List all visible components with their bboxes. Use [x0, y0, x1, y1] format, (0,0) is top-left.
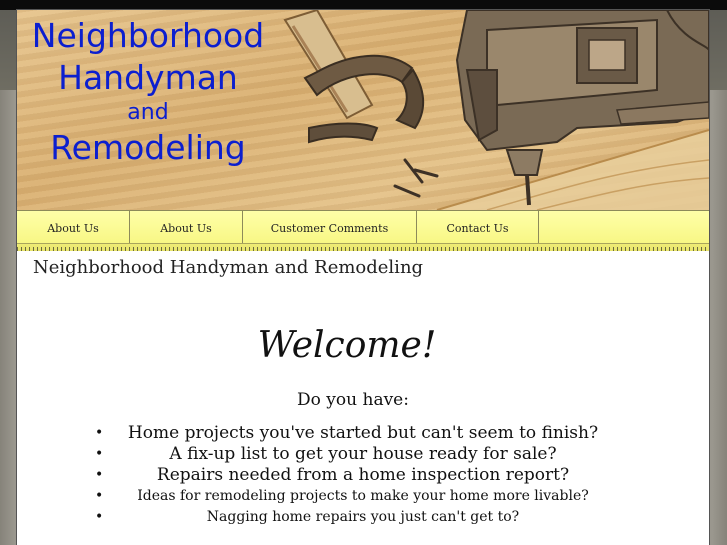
hammer-icon — [285, 10, 423, 142]
services-list — [17, 423, 709, 528]
logo-text-line2: Handyman — [58, 58, 238, 97]
bullet-icon: • — [95, 467, 104, 483]
bullet-icon: • — [95, 488, 104, 504]
bullet-icon: • — [95, 509, 104, 525]
list-item — [17, 465, 709, 486]
nav-item-about-us[interactable]: About Us — [17, 211, 130, 244]
list-item-text: Repairs needed from a home inspection report? — [156, 465, 570, 485]
bullet-icon: • — [95, 446, 104, 462]
wood-plank — [437, 130, 709, 210]
list-item-text: Nagging home repairs you just can't get to? — [206, 509, 520, 525]
logo-text-line1: Neighborhood — [31, 16, 265, 55]
ruler-border — [17, 243, 709, 251]
nails-icon — [395, 160, 437, 196]
nav-item-about-us-2[interactable]: About Us — [130, 211, 243, 244]
bullet-icon: • — [95, 425, 104, 441]
list-item — [17, 444, 709, 465]
main-nav — [17, 210, 709, 251]
list-item — [17, 423, 709, 444]
logo-text-line3: and — [127, 100, 169, 125]
list-item-text: A fix-up list to get your house ready for sale? — [169, 444, 557, 464]
intro-text: Do you have: — [297, 390, 409, 410]
list-item — [17, 486, 709, 507]
welcome-heading: Welcome! — [257, 325, 437, 366]
page-container — [17, 10, 709, 545]
nav-item-customer-comments[interactable]: Customer Comments — [243, 211, 417, 244]
page-title: Neighborhood Handyman and Remodeling — [33, 257, 424, 278]
top-band — [0, 0, 727, 10]
list-item — [17, 507, 709, 528]
nav-item-contact-us[interactable]: Contact Us — [417, 211, 539, 244]
nav-item-empty — [539, 211, 709, 244]
list-item-text: Home projects you've started but can't seem to finish? — [127, 423, 599, 443]
list-item-text: Ideas for remodeling projects to make your home more livable? — [137, 488, 589, 504]
header-banner — [17, 10, 709, 210]
logo-text-line4: Remodeling — [50, 128, 246, 167]
